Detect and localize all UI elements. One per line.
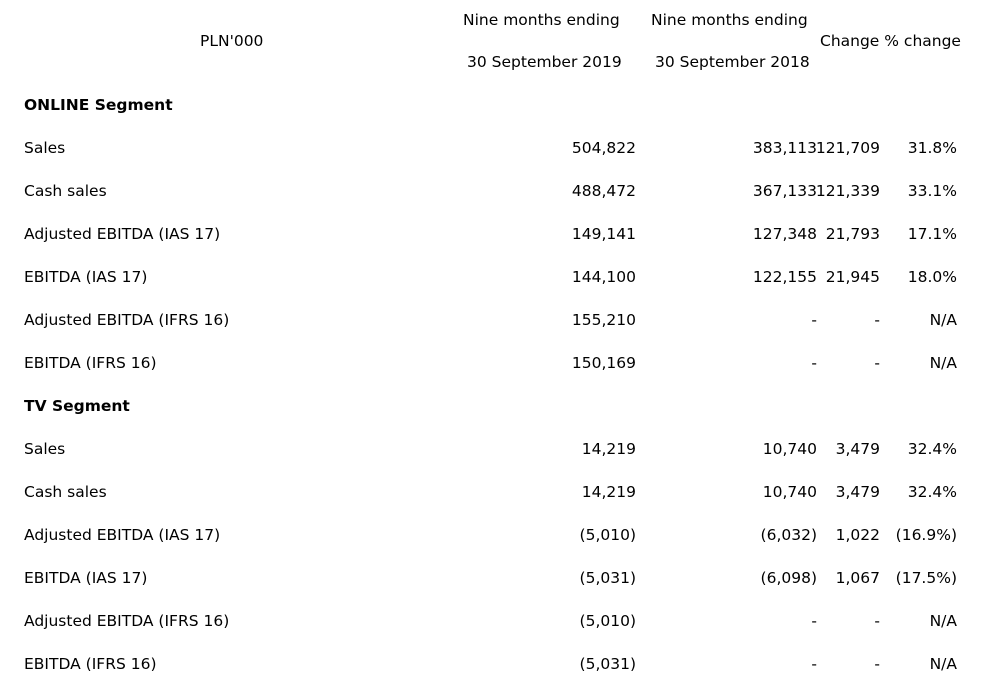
row-label: Sales	[24, 139, 66, 157]
table-row	[0, 481, 1000, 503]
value-2018: -	[811, 354, 817, 372]
value-2019: 150,169	[571, 354, 636, 372]
value-pct-change: 17.1%	[907, 225, 957, 243]
table-row	[0, 524, 1000, 546]
change-columns-header: Change % change	[820, 32, 961, 50]
row-label: Sales	[24, 440, 66, 458]
value-2018: 122,155	[752, 268, 817, 286]
value-2019: 504,822	[571, 139, 636, 157]
value-2018: -	[811, 612, 817, 630]
row-label: Adjusted EBITDA (IFRS 16)	[24, 612, 230, 630]
table-row	[0, 223, 1000, 245]
value-pct-change: 18.0%	[907, 268, 957, 286]
table-row	[0, 352, 1000, 374]
value-pct-change: 31.8%	[907, 139, 957, 157]
section-online	[0, 94, 1000, 116]
row-label: Cash sales	[24, 483, 107, 501]
value-2018: (6,032)	[760, 526, 817, 544]
column-2018-header-line2: 30 September 2018	[655, 53, 810, 71]
column-2019-header-line1: Nine months ending	[463, 11, 620, 29]
value-pct-change: (17.5%)	[895, 569, 957, 587]
value-2019: (5,031)	[579, 569, 636, 587]
value-2018: 10,740	[762, 440, 817, 458]
value-2018: 383,113	[752, 139, 817, 157]
value-2018: 10,740	[762, 483, 817, 501]
value-2019: 488,472	[571, 182, 636, 200]
column-2018-header-line1: Nine months ending	[651, 11, 808, 29]
table-row	[0, 309, 1000, 331]
value-2018: 367,133	[752, 182, 817, 200]
value-change: 3,479	[835, 440, 880, 458]
value-2018: -	[811, 311, 817, 329]
row-label: Adjusted EBITDA (IAS 17)	[24, 225, 221, 243]
value-pct-change: N/A	[929, 311, 957, 329]
unit-header: PLN'000	[200, 32, 264, 50]
section-tv	[0, 395, 1000, 417]
row-label: EBITDA (IAS 17)	[24, 569, 148, 587]
row-label: EBITDA (IFRS 16)	[24, 655, 157, 673]
value-2019: 14,219	[581, 440, 636, 458]
value-pct-change: 33.1%	[907, 182, 957, 200]
value-change: 21,793	[825, 225, 880, 243]
row-label: Adjusted EBITDA (IAS 17)	[24, 526, 221, 544]
value-pct-change: N/A	[929, 655, 957, 673]
value-2019: 14,219	[581, 483, 636, 501]
section-title: ONLINE Segment	[24, 96, 173, 114]
value-2018: 127,348	[752, 225, 817, 243]
value-2018: -	[811, 655, 817, 673]
table-row	[0, 137, 1000, 159]
value-change: 21,945	[825, 268, 880, 286]
table-row	[0, 653, 1000, 675]
value-pct-change: (16.9%)	[895, 526, 957, 544]
value-change: 1,067	[835, 569, 880, 587]
value-2019: 149,141	[571, 225, 636, 243]
value-pct-change: 32.4%	[907, 483, 957, 501]
value-pct-change: N/A	[929, 612, 957, 630]
value-change: 1,022	[835, 526, 880, 544]
section-title: TV Segment	[24, 397, 130, 415]
table-row	[0, 438, 1000, 460]
value-2019: 155,210	[571, 311, 636, 329]
value-change: -	[874, 354, 880, 372]
value-pct-change: 32.4%	[907, 440, 957, 458]
row-label: Adjusted EBITDA (IFRS 16)	[24, 311, 230, 329]
value-change: -	[874, 311, 880, 329]
column-2019-header-line2: 30 September 2019	[467, 53, 622, 71]
row-label: Cash sales	[24, 182, 107, 200]
value-change: -	[874, 655, 880, 673]
value-change: -	[874, 612, 880, 630]
table-row	[0, 266, 1000, 288]
value-change: 121,339	[815, 182, 880, 200]
row-label: EBITDA (IFRS 16)	[24, 354, 157, 372]
value-2019: 144,100	[571, 268, 636, 286]
row-label: EBITDA (IAS 17)	[24, 268, 148, 286]
value-2019: (5,010)	[579, 526, 636, 544]
table-row	[0, 610, 1000, 632]
value-change: 121,709	[815, 139, 880, 157]
value-pct-change: N/A	[929, 354, 957, 372]
table-row	[0, 180, 1000, 202]
value-change: 3,479	[835, 483, 880, 501]
value-2019: (5,031)	[579, 655, 636, 673]
value-2019: (5,010)	[579, 612, 636, 630]
value-2018: (6,098)	[760, 569, 817, 587]
table-row	[0, 567, 1000, 589]
